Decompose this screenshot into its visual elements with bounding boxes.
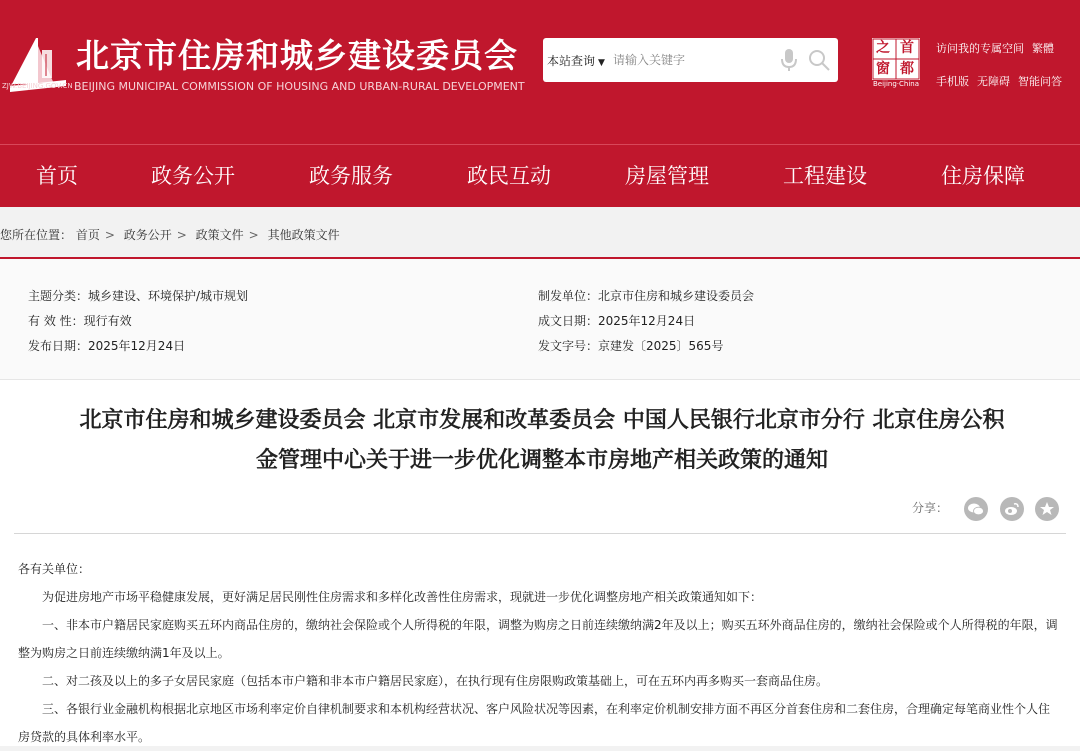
search-scope-select[interactable] [547, 52, 605, 69]
document-meta [0, 259, 1080, 380]
nav-item-housing-security[interactable]: 住房保障 [941, 164, 1025, 188]
document-title-line-2: 金管理中心关于进一步优化调整本市房地产相关政策的通知 [255, 448, 828, 473]
breadcrumb-separator: > [104, 228, 115, 242]
capital-char-4: 都 [900, 61, 914, 77]
search-icon[interactable] [807, 48, 831, 72]
breadcrumb-label: 您所在位置： [0, 228, 73, 242]
nav-item-housing-management[interactable]: 房屋管理 [625, 164, 709, 188]
breadcrumb-item-other-policy-documents[interactable]: 其他政策文件 [267, 228, 340, 242]
paragraph-item-1: 一、非本市户籍居民家庭购买五环内商品住房的，缴纳社会保险或个人所得税的年限，调整为购房之日前连续缴纳满2年及以上；购买五环外商品住房的，缴纳社会保险或个人所得税的年限，调整为购房之日前连续缴纳满1年及以上。 [18, 618, 1058, 660]
capital-char-2: 首 [900, 40, 914, 56]
mobile-version-link[interactable]: 手机版 [936, 75, 969, 88]
search-box [543, 38, 838, 82]
traditional-chinese-link[interactable]: 繁體 [1032, 42, 1054, 55]
article-card [0, 257, 1080, 746]
capital-char-1: 之 [876, 40, 890, 56]
meta-topic: 主题分类：城乡建设、环境保护/城市规划 [28, 289, 249, 303]
share-label: 分享： [912, 501, 949, 515]
capital-logo-caption: Beijing·China [872, 80, 920, 88]
favorite-icon[interactable] [1035, 497, 1059, 521]
wechat-glyph-icon [964, 497, 988, 521]
personal-space-link[interactable]: 访问我的专属空间 [936, 42, 1024, 55]
site-domain: ZJW.BEIJING.GOV.CN [2, 82, 73, 90]
breadcrumb [0, 226, 340, 243]
capital-char-3: 窗 [876, 61, 890, 77]
breadcrumb-separator: > [176, 228, 187, 242]
nav-item-government-affairs[interactable]: 政务公开 [151, 164, 235, 188]
chevron-down-icon: ▼ [598, 58, 605, 68]
paragraph-intro: 为促进房地产市场平稳健康发展，更好满足居民刚性住房需求和多样化改善性住房需求，现就进一步优化调整房地产相关政策通知如下： [42, 590, 763, 604]
site-subtitle: BEIJING MUNICIPAL COMMISSION OF HOUSING AND URBAN-RURAL DEVELOPMENT [74, 80, 525, 93]
breadcrumb-item-home[interactable]: 首页 [75, 228, 100, 242]
title-divider [14, 533, 1066, 534]
meta-validity: 有 效 性：现行有效 [28, 314, 132, 328]
site-title[interactable]: 北京市住房和城乡建设委员会 [76, 36, 518, 75]
accessibility-link[interactable]: 无障碍 [977, 75, 1010, 88]
paragraph-item-3: 三、各银行业金融机构根据北京地区市场利率定价自律机制要求和本机构经营状况、客户风险状况等因素，在利率定价机制安排方面不再区分首套住房和二套住房，合理确定每笔商业性个人住房贷款的具体利率水平。 [18, 702, 1051, 744]
capital-logo-chars [872, 38, 920, 80]
meta-publish-date: 发布日期：2025年12月24日 [28, 339, 186, 353]
smart-qa-link[interactable]: 智能问答 [1018, 75, 1062, 88]
breadcrumb-item-policy-documents[interactable]: 政策文件 [195, 228, 244, 242]
document-title-line-1: 北京市住房和城乡建设委员会 北京市发展和改革委员会 中国人民银行北京市分行 北京住房公积 [79, 408, 1005, 433]
weibo-icon[interactable] [1000, 497, 1024, 521]
top-links [936, 40, 1076, 89]
meta-doc-number: 发文字号：京建发〔2025〕565号 [538, 339, 724, 353]
nav-item-home[interactable]: 首页 [36, 164, 78, 188]
weibo-glyph-icon [1000, 497, 1024, 521]
salutation: 各有关单位： [18, 562, 91, 576]
meta-issuer: 制发单位：北京市住房和城乡建设委员会 [538, 289, 755, 303]
meta-written-date: 成文日期：2025年12月24日 [538, 314, 696, 328]
paragraph-item-2: 二、对二孩及以上的多子女居民家庭（包括本市户籍和非本市户籍居民家庭），在执行现有住房限购政策基础上，可在五环内再多购买一套商品住房。 [42, 674, 829, 688]
search-input[interactable] [613, 46, 773, 74]
nav-item-public-interaction[interactable]: 政民互动 [467, 164, 551, 188]
main-nav [0, 144, 1080, 207]
search-scope-label: 本站查询 [547, 54, 596, 68]
nav-item-construction[interactable]: 工程建设 [783, 164, 867, 188]
microphone-icon[interactable] [779, 48, 799, 72]
breadcrumb-separator: > [248, 228, 259, 242]
document-title [10, 401, 1074, 481]
nav-item-government-services[interactable]: 政务服务 [309, 164, 393, 188]
star-glyph-icon [1035, 497, 1059, 521]
breadcrumb-item-government-affairs[interactable]: 政务公开 [123, 228, 172, 242]
site-header [0, 0, 1080, 144]
wechat-icon[interactable] [964, 497, 988, 521]
document-body [18, 555, 1058, 751]
